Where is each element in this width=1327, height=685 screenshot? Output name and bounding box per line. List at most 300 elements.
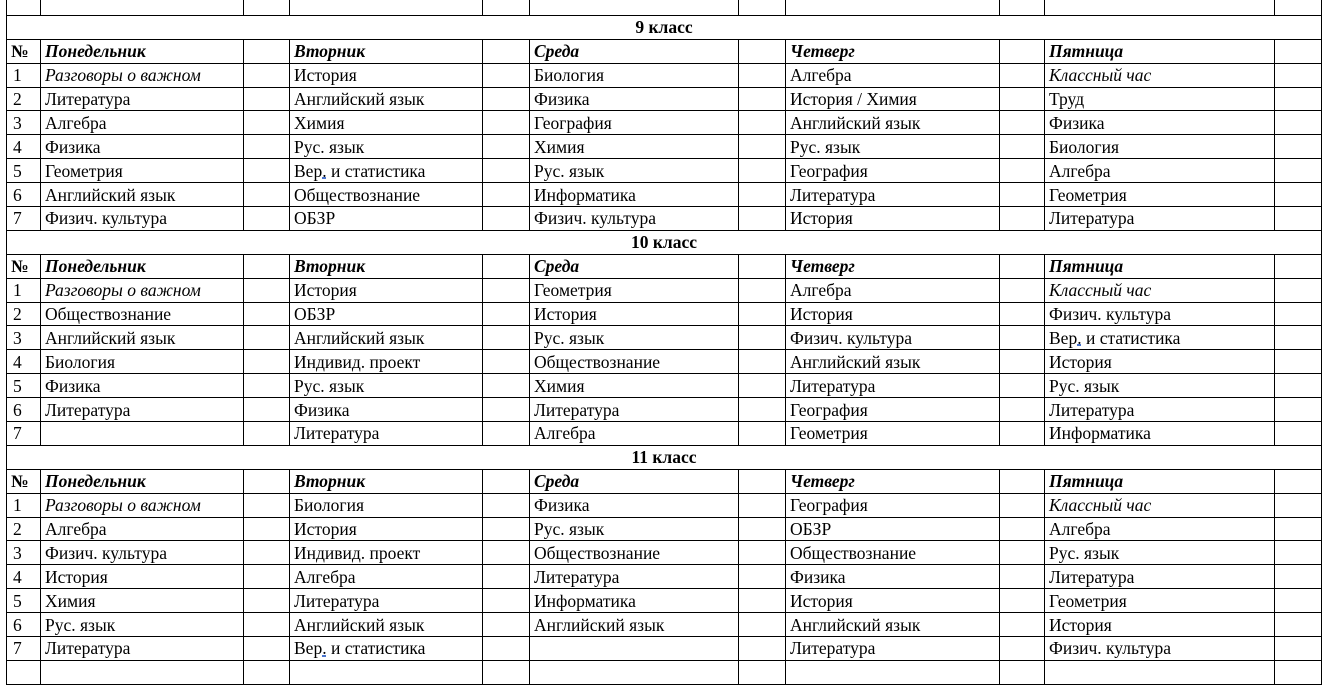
spacer-cell xyxy=(1000,589,1045,613)
spacer-cell xyxy=(739,39,786,63)
lesson-number: 7 xyxy=(7,637,41,661)
lesson-number: 6 xyxy=(7,183,41,207)
subject-cell: Физич. культура xyxy=(41,541,244,565)
spacer-cell xyxy=(739,398,786,422)
spacer-cell xyxy=(244,278,290,302)
spacer-cell xyxy=(483,183,530,207)
subject-cell: Литература xyxy=(41,398,244,422)
spacer-cell xyxy=(1000,350,1045,374)
subject-cell: Разговоры о важном xyxy=(41,63,244,87)
spacer-cell xyxy=(244,207,290,231)
spacer-cell xyxy=(244,111,290,135)
subject-cell: Вер. и статистика xyxy=(1045,326,1275,350)
subject-cell: География xyxy=(786,398,1000,422)
subject-cell: Английский язык xyxy=(530,613,739,637)
subject-cell: Химия xyxy=(530,374,739,398)
spacer-cell xyxy=(739,589,786,613)
subject-cell: Физич. культура xyxy=(786,326,1000,350)
grade-title: 11 класс xyxy=(7,445,1322,469)
spacer-cell xyxy=(739,493,786,517)
subject-cell: Индивид. проект xyxy=(290,541,483,565)
spacer-cell xyxy=(483,350,530,374)
spacer-cell xyxy=(244,517,290,541)
lesson-number: 1 xyxy=(7,493,41,517)
spacer-cell xyxy=(1000,613,1045,637)
table-cell xyxy=(739,660,786,684)
spacer-cell xyxy=(1000,422,1045,446)
spacer-cell xyxy=(739,278,786,302)
table-cell xyxy=(41,0,244,15)
spacer-cell xyxy=(244,493,290,517)
spacer-cell xyxy=(739,565,786,589)
subject-cell: Физика xyxy=(530,493,739,517)
subject-cell: Обществознание xyxy=(786,541,1000,565)
subject-cell: История xyxy=(290,517,483,541)
table-row xyxy=(7,0,1322,15)
spacer-cell xyxy=(739,63,786,87)
day-header: Вторник xyxy=(290,39,483,63)
lesson-row xyxy=(7,493,1322,517)
table-cell xyxy=(530,0,739,15)
abbreviation-dot: . xyxy=(322,638,327,659)
subject-cell: Литература xyxy=(290,589,483,613)
table-cell xyxy=(290,660,483,684)
abbreviation-dot: . xyxy=(1077,327,1082,348)
subject-cell: История xyxy=(1045,350,1275,374)
subject-cell: Разговоры о важном xyxy=(41,493,244,517)
subject-cell: Физика xyxy=(1045,111,1275,135)
spacer-cell xyxy=(1000,565,1045,589)
spacer-cell xyxy=(739,87,786,111)
spacer-cell xyxy=(1275,422,1322,446)
spacer-cell xyxy=(1000,159,1045,183)
spacer-cell xyxy=(244,63,290,87)
subject-cell: Рус. язык xyxy=(1045,541,1275,565)
lesson-row xyxy=(7,350,1322,374)
spacer-cell xyxy=(1275,565,1322,589)
spacer-cell xyxy=(1000,374,1045,398)
subject-cell: История xyxy=(786,589,1000,613)
spacer-cell xyxy=(1000,278,1045,302)
lesson-number: 4 xyxy=(7,350,41,374)
lesson-number: 7 xyxy=(7,207,41,231)
lesson-number: 6 xyxy=(7,613,41,637)
subject-cell: Литература xyxy=(786,374,1000,398)
day-header: Среда xyxy=(530,254,739,278)
lesson-row xyxy=(7,207,1322,231)
subject-cell: Вер. и статистика xyxy=(290,159,483,183)
lesson-row xyxy=(7,111,1322,135)
lesson-row xyxy=(7,613,1322,637)
subject-cell: Алгебра xyxy=(786,63,1000,87)
spacer-cell xyxy=(483,39,530,63)
day-header: Четверг xyxy=(786,39,1000,63)
lesson-number: 1 xyxy=(7,278,41,302)
subject-cell: История xyxy=(530,302,739,326)
subject-cell: Алгебра xyxy=(41,111,244,135)
subject-cell: Рус. язык xyxy=(290,374,483,398)
subject-cell: Рус. язык xyxy=(290,135,483,159)
spacer-cell xyxy=(244,589,290,613)
subject-cell: История xyxy=(290,63,483,87)
spacer-cell xyxy=(1275,254,1322,278)
subject-cell: Физич. культура xyxy=(530,207,739,231)
table-cell xyxy=(1275,660,1322,684)
spacer-cell xyxy=(1275,517,1322,541)
subject-cell: Английский язык xyxy=(786,111,1000,135)
day-header: Четверг xyxy=(786,469,1000,493)
spacer-cell xyxy=(739,183,786,207)
spacer-cell xyxy=(1275,87,1322,111)
lesson-row xyxy=(7,326,1322,350)
subject-cell: Биология xyxy=(530,63,739,87)
table-cell xyxy=(786,660,1000,684)
table-cell xyxy=(1000,660,1045,684)
lesson-row xyxy=(7,87,1322,111)
spacer-cell xyxy=(1000,517,1045,541)
timetable xyxy=(6,0,1322,685)
day-header: Понедельник xyxy=(41,469,244,493)
subject-cell: Английский язык xyxy=(41,326,244,350)
spacer-cell xyxy=(1000,135,1045,159)
day-header: Понедельник xyxy=(41,39,244,63)
number-header: № xyxy=(7,39,41,63)
spacer-cell xyxy=(1275,39,1322,63)
spacer-cell xyxy=(244,541,290,565)
subject-cell: Рус. язык xyxy=(530,517,739,541)
grade-title-row xyxy=(7,230,1322,254)
spacer-cell xyxy=(244,613,290,637)
subject-cell: Алгебра xyxy=(1045,159,1275,183)
lesson-number: 7 xyxy=(7,422,41,446)
subject-cell: Физика xyxy=(786,565,1000,589)
spacer-cell xyxy=(1000,541,1045,565)
spacer-cell xyxy=(1275,469,1322,493)
subject-cell: Английский язык xyxy=(786,613,1000,637)
spacer-cell xyxy=(1000,254,1045,278)
day-header: Среда xyxy=(530,469,739,493)
subject-cell: Вер. и статистика xyxy=(290,637,483,661)
spacer-cell xyxy=(244,350,290,374)
subject-cell: ОБЗР xyxy=(290,207,483,231)
lesson-number: 2 xyxy=(7,517,41,541)
subject-cell: Физич. культура xyxy=(41,207,244,231)
spacer-cell xyxy=(1000,207,1045,231)
subject-cell: Химия xyxy=(41,589,244,613)
spacer-cell xyxy=(483,326,530,350)
subject-cell: Английский язык xyxy=(290,613,483,637)
subject-cell: История / Химия xyxy=(786,87,1000,111)
day-header: Вторник xyxy=(290,469,483,493)
lesson-row xyxy=(7,517,1322,541)
subject-cell: Обществознание xyxy=(41,302,244,326)
subject-cell: Рус. язык xyxy=(530,159,739,183)
lesson-row xyxy=(7,422,1322,446)
subject-cell: Литература xyxy=(786,637,1000,661)
subject-cell: Физика xyxy=(41,135,244,159)
number-header: № xyxy=(7,469,41,493)
table-cell xyxy=(290,0,483,15)
subject-cell: Литература xyxy=(41,637,244,661)
spacer-cell xyxy=(244,374,290,398)
header-row xyxy=(7,254,1322,278)
subject-cell: Геометрия xyxy=(530,278,739,302)
spacer-cell xyxy=(739,207,786,231)
table-cell xyxy=(483,660,530,684)
spacer-cell xyxy=(244,565,290,589)
grade-title: 9 класс xyxy=(7,15,1322,39)
subject-cell: Биология xyxy=(290,493,483,517)
subject-cell: Физич. культура xyxy=(1045,302,1275,326)
spacer-cell xyxy=(244,326,290,350)
lesson-row xyxy=(7,63,1322,87)
spacer-cell xyxy=(1275,302,1322,326)
spacer-cell xyxy=(483,493,530,517)
subject-cell: Алгебра xyxy=(786,278,1000,302)
subject-cell: История xyxy=(786,302,1000,326)
spacer-cell xyxy=(483,159,530,183)
grade-title-row xyxy=(7,445,1322,469)
subject-cell: Обществознание xyxy=(530,350,739,374)
spacer-cell xyxy=(739,613,786,637)
spacer-cell xyxy=(1275,159,1322,183)
table-cell xyxy=(1045,0,1275,15)
spacer-cell xyxy=(739,469,786,493)
spacer-cell xyxy=(1275,374,1322,398)
spacer-cell xyxy=(1275,350,1322,374)
spacer-cell xyxy=(739,111,786,135)
subject-cell: Обществознание xyxy=(290,183,483,207)
lesson-number: 3 xyxy=(7,326,41,350)
subject-cell: Литература xyxy=(1045,565,1275,589)
subject-cell: Геометрия xyxy=(1045,183,1275,207)
subject-cell: Геометрия xyxy=(41,159,244,183)
spacer-cell xyxy=(483,111,530,135)
spacer-cell xyxy=(483,469,530,493)
subject-cell: Физич. культура xyxy=(1045,637,1275,661)
table-cell xyxy=(244,660,290,684)
subject-cell: География xyxy=(786,159,1000,183)
table-cell xyxy=(1045,660,1275,684)
spacer-cell xyxy=(1275,135,1322,159)
lesson-row xyxy=(7,159,1322,183)
spacer-cell xyxy=(244,398,290,422)
subject-cell: Обществознание xyxy=(530,541,739,565)
spacer-cell xyxy=(483,254,530,278)
lesson-row xyxy=(7,398,1322,422)
spacer-cell xyxy=(739,374,786,398)
spacer-cell xyxy=(739,159,786,183)
spacer-cell xyxy=(1000,183,1045,207)
spacer-cell xyxy=(1000,63,1045,87)
spacer-cell xyxy=(739,135,786,159)
spacer-cell xyxy=(483,517,530,541)
spacer-cell xyxy=(1275,111,1322,135)
abbreviation-dot: . xyxy=(322,160,327,181)
day-header: Среда xyxy=(530,39,739,63)
spacer-cell xyxy=(1000,111,1045,135)
spacer-cell xyxy=(483,613,530,637)
spacer-cell xyxy=(483,422,530,446)
spacer-cell xyxy=(244,254,290,278)
lesson-row xyxy=(7,278,1322,302)
spacer-cell xyxy=(739,302,786,326)
subject-cell: ОБЗР xyxy=(290,302,483,326)
subject-cell: Геометрия xyxy=(786,422,1000,446)
spacer-cell xyxy=(739,541,786,565)
day-header: Понедельник xyxy=(41,254,244,278)
lesson-number: 3 xyxy=(7,541,41,565)
spacer-cell xyxy=(483,135,530,159)
spacer-cell xyxy=(244,159,290,183)
spacer-cell xyxy=(483,207,530,231)
spacer-cell xyxy=(483,541,530,565)
number-header: № xyxy=(7,254,41,278)
subject-cell: Алгебра xyxy=(530,422,739,446)
spacer-cell xyxy=(1000,302,1045,326)
spacer-cell xyxy=(483,87,530,111)
subject-cell: Химия xyxy=(530,135,739,159)
table-cell xyxy=(1275,0,1322,15)
subject-cell: Рус. язык xyxy=(1045,374,1275,398)
subject-cell: Классный час xyxy=(1045,493,1275,517)
subject-cell: Информатика xyxy=(1045,422,1275,446)
subject-cell: Разговоры о важном xyxy=(41,278,244,302)
spacer-cell xyxy=(1275,613,1322,637)
subject-cell: История xyxy=(290,278,483,302)
subject-cell: Геометрия xyxy=(1045,589,1275,613)
day-header: Пятница xyxy=(1045,254,1275,278)
lesson-row xyxy=(7,589,1322,613)
spacer-cell xyxy=(739,254,786,278)
spacer-cell xyxy=(483,302,530,326)
table-cell xyxy=(7,0,41,15)
table-cell xyxy=(739,0,786,15)
subject-cell: Английский язык xyxy=(786,350,1000,374)
subject-cell: Биология xyxy=(41,350,244,374)
subject-cell: Литература xyxy=(41,87,244,111)
table-cell xyxy=(1000,0,1045,15)
spacer-cell xyxy=(1275,183,1322,207)
subject-cell: Рус. язык xyxy=(786,135,1000,159)
spacer-cell xyxy=(483,63,530,87)
lesson-number: 1 xyxy=(7,63,41,87)
spacer-cell xyxy=(244,39,290,63)
lesson-number: 5 xyxy=(7,589,41,613)
subject-cell: Биология xyxy=(1045,135,1275,159)
subject-cell: Алгебра xyxy=(41,517,244,541)
table-row xyxy=(7,660,1322,684)
lesson-number: 5 xyxy=(7,374,41,398)
lesson-row xyxy=(7,183,1322,207)
table-cell xyxy=(786,0,1000,15)
day-header: Четверг xyxy=(786,254,1000,278)
spacer-cell xyxy=(483,374,530,398)
spacer-cell xyxy=(1000,87,1045,111)
lesson-number: 2 xyxy=(7,302,41,326)
subject-cell: Труд xyxy=(1045,87,1275,111)
subject-cell: Литература xyxy=(530,565,739,589)
spacer-cell xyxy=(244,135,290,159)
table-cell xyxy=(41,660,244,684)
spacer-cell xyxy=(1275,326,1322,350)
lesson-number: 3 xyxy=(7,111,41,135)
lesson-number: 4 xyxy=(7,565,41,589)
spacer-cell xyxy=(1275,207,1322,231)
subject-cell: Индивид. проект xyxy=(290,350,483,374)
spacer-cell xyxy=(1000,39,1045,63)
subject-cell: Физика xyxy=(290,398,483,422)
header-row xyxy=(7,39,1322,63)
spacer-cell xyxy=(739,326,786,350)
subject-cell: Рус. язык xyxy=(530,326,739,350)
spacer-cell xyxy=(1000,469,1045,493)
lesson-number: 6 xyxy=(7,398,41,422)
spacer-cell xyxy=(244,422,290,446)
table-cell xyxy=(244,0,290,15)
subject-cell: Физика xyxy=(41,374,244,398)
spacer-cell xyxy=(244,183,290,207)
day-header: Пятница xyxy=(1045,469,1275,493)
spacer-cell xyxy=(244,302,290,326)
spacer-cell xyxy=(1275,493,1322,517)
subject-cell: Английский язык xyxy=(290,87,483,111)
subject-cell: ОБЗР xyxy=(786,517,1000,541)
subject-cell: Литература xyxy=(786,183,1000,207)
lesson-number: 5 xyxy=(7,159,41,183)
grade-title: 10 класс xyxy=(7,230,1322,254)
spacer-cell xyxy=(483,565,530,589)
day-header: Вторник xyxy=(290,254,483,278)
subject-cell: Информатика xyxy=(530,589,739,613)
subject-cell: Английский язык xyxy=(290,326,483,350)
header-row xyxy=(7,469,1322,493)
subject-cell: Литература xyxy=(530,398,739,422)
subject-cell: История xyxy=(41,565,244,589)
subject-cell: Химия xyxy=(290,111,483,135)
spacer-cell xyxy=(739,350,786,374)
spacer-cell xyxy=(1275,278,1322,302)
spacer-cell xyxy=(739,422,786,446)
table-cell xyxy=(7,660,41,684)
subject-cell: История xyxy=(786,207,1000,231)
subject-cell: Литература xyxy=(290,422,483,446)
subject-cell: Классный час xyxy=(1045,63,1275,87)
subject-cell: Английский язык xyxy=(41,183,244,207)
lesson-row xyxy=(7,541,1322,565)
subject-cell: География xyxy=(530,111,739,135)
table-cell xyxy=(530,660,739,684)
spacer-cell xyxy=(483,589,530,613)
lesson-row xyxy=(7,565,1322,589)
subject-cell: Информатика xyxy=(530,183,739,207)
spacer-cell xyxy=(1275,589,1322,613)
grade-title-row xyxy=(7,15,1322,39)
lesson-row xyxy=(7,374,1322,398)
spacer-cell xyxy=(1275,63,1322,87)
lesson-row xyxy=(7,302,1322,326)
timetable-body xyxy=(7,0,1322,684)
lesson-number: 2 xyxy=(7,87,41,111)
subject-cell: Физика xyxy=(530,87,739,111)
spacer-cell xyxy=(1000,493,1045,517)
day-header: Пятница xyxy=(1045,39,1275,63)
subject-cell: Алгебра xyxy=(290,565,483,589)
spacer-cell xyxy=(1000,398,1045,422)
spacer-cell xyxy=(1275,541,1322,565)
subject-cell: География xyxy=(786,493,1000,517)
spacer-cell xyxy=(483,398,530,422)
